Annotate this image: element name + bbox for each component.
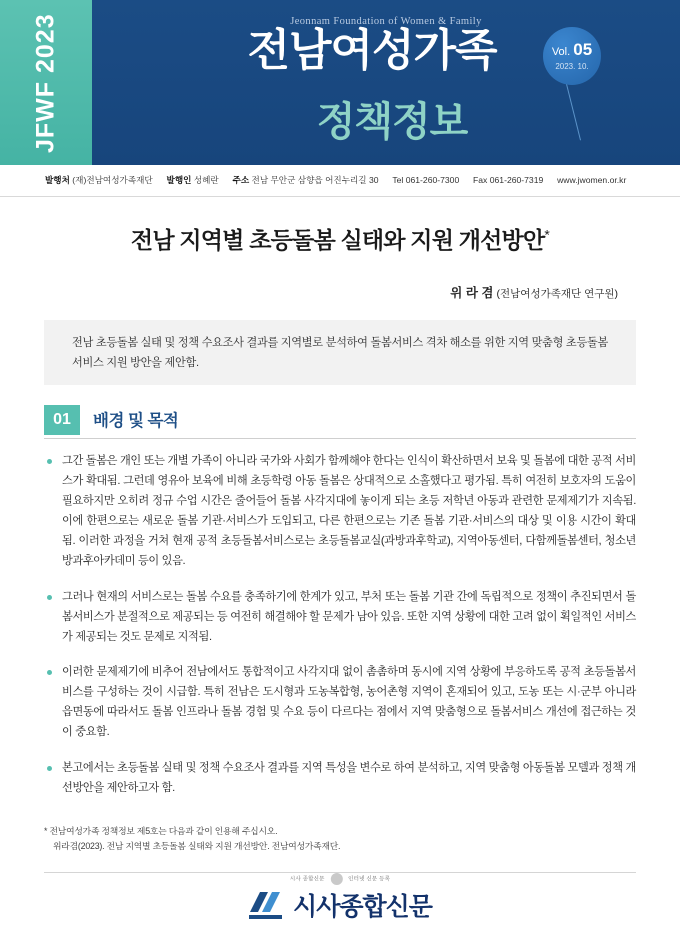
tel-value: 061-260-7300 — [405, 175, 460, 185]
tel-label: Tel — [392, 175, 404, 185]
issuer-value: (재)전남여성가족재단 — [72, 175, 153, 185]
footer-micro-left: 시사 종합신문 — [289, 875, 325, 882]
author-name: 위 라 겸 — [450, 286, 494, 300]
footnote-line-2: 위라겸(2023). 전남 지역별 초등돌봄 실태와 지원 개선방안. 전남여성가족재단. — [53, 841, 341, 852]
website-link[interactable]: www.jwomen.or.kr — [557, 175, 627, 185]
footnote-block — [44, 824, 636, 855]
brand-vertical-label: JFWF 2023 — [31, 13, 60, 153]
footnote-line-1: * 전남여성가족 정책정보 제5호는 다음과 같이 인용해 주십시오. — [44, 826, 278, 836]
issuer-label: 발행처 — [45, 175, 70, 185]
page-title-text: 전남 지역별 초등돌봄 실태와 지원 개선방안 — [130, 227, 545, 253]
footer-logo-name: 시사종합신문 — [293, 892, 432, 921]
volume-label: Vol. — [551, 46, 571, 58]
volume-label-row — [543, 40, 601, 60]
footer-logo — [248, 875, 432, 923]
abstract-box: 전남 초등돌봄 실태 및 정책 수요조사 결과를 지역별로 분석하여 돌봄서비스 격차 해소를 위한 지역 맞춤형 초등돌봄서비스 지원 방안을 제안함. — [44, 320, 636, 385]
author-line — [450, 283, 618, 301]
section-divider — [44, 438, 636, 439]
footer-logo-microtext — [290, 873, 390, 885]
fax-value: 061-260-7319 — [489, 175, 544, 185]
title-footnote-mark: * — [544, 226, 550, 243]
publisher-info — [45, 174, 626, 186]
volume-number: 05 — [573, 40, 593, 59]
section-body — [44, 452, 636, 815]
footer-micro-right: 인터넷 신문 등록 — [348, 875, 391, 882]
footer-logo-dot-icon — [330, 873, 342, 885]
publisher-value: 성혜란 — [193, 175, 219, 185]
volume-date: 2023. 10. — [555, 62, 589, 71]
publisher-label: 발행인 — [166, 175, 192, 185]
list-item: 그러나 현재의 서비스로는 돌봄 수요를 충족하기에 한계가 있고, 부처 또는 돌봄 기관 간에 독립적으로 정책이 추진되면서 돌봄서비스가 분절적으로 제공되는 등 여전히 해결해야 할 문제가 남아 있음. 또한 지역 상황에 대한 고려 없이 획일적인 서비스가 제공되는 것도 문제로 지적됨. — [44, 588, 636, 648]
fax-label: Fax — [473, 175, 488, 185]
list-item: 본고에서는 초등돌봄 실태 및 정책 수요조사 결과를 지역 특성을 변수로 하여 분석하고, 지역 맞춤형 아동돌봄 모델과 정책 개선방안을 제안하고자 함. — [44, 759, 636, 799]
header-korean-title-line1: 전남여성가족 — [247, 26, 497, 75]
header-blue-panel — [92, 0, 680, 165]
author-affiliation: (전남여성가족재단 연구원) — [496, 288, 618, 300]
address-label: 주소 — [232, 175, 250, 185]
list-item: 이러한 문제제기에 비추어 전남에서도 통합적이고 사각지대 없이 촘촘하며 동시에 지역 상황에 부응하도록 공적 초등돌봄서비스를 구성하는 것이 시급함. 특히 전남은 도시형과 도농복합형, 농어촌형 지역이 혼재되어 있고, 도농 또는 시·군부 아니라 읍면동에 따라서도 돌봄 인프라나 돌봄 경험 및 수요 등이 다르다는 점에서 지역 맞춤형으로 돌봄서비스 개선에 접근하는 것이 중요함. — [44, 663, 636, 743]
list-item: 그간 돌봄은 개인 또는 개별 가족이 아니라 국가와 사회가 함께해야 한다는 인식이 확산하면서 보육 및 돌봄에 대한 공적 서비스가 확대됨. 그런데 영유아 보육에 비해 초등학령 아동 돌봄은 상대적으로 소홀했다고 평가됨. 특히 여전히 보호자의 도움이 필요하지만 오히려 정규 수업 시간은 줄어들어 돌봄 사각지대에 놓이게 되는 초등 저학년 아동과 관련한 문제제기가 지속됨. 이에 한편으로는 새로운 돌봄 기관·서비스가 도입되고, 다른 한편으로는 기존 돌봄 기관·서비스의 대상 및 이용 시간이 확대됨. 이러한 과정을 거쳐 현재 공적 초등돌봄서비스로는 초등돌봄교실(과방과후학교), 지역아동센터, 다함께돌봄센터, 청소년방과후아카데미 등이 있음. — [44, 452, 636, 572]
publisher-bar — [0, 165, 680, 197]
header-english-title: Jeonnam Foundation of Women & Family — [290, 16, 482, 27]
address-value: 전남 무안군 삼향읍 어진누리길 30 — [251, 175, 379, 185]
page-header — [0, 0, 680, 165]
section-number-badge: 01 — [44, 405, 80, 435]
newspaper-logo-icon — [248, 888, 286, 922]
section-heading — [44, 405, 636, 441]
footer-logo-area — [0, 876, 680, 933]
volume-badge — [543, 27, 601, 85]
section-title: 배경 및 목적 — [93, 412, 179, 430]
header-korean-title-line2: 정책정보 — [316, 100, 468, 144]
page-title — [0, 222, 680, 255]
header-teal-panel — [0, 0, 92, 165]
